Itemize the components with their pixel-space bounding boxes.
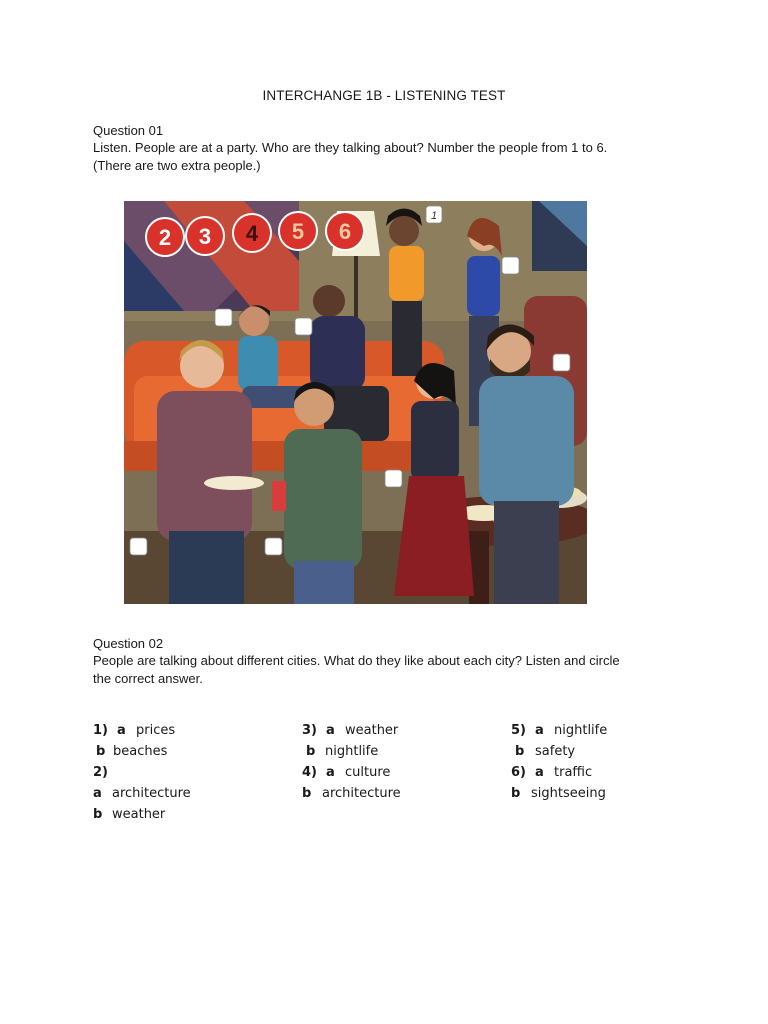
answer-box-bearded-man [553,354,570,371]
question-1-heading: Question 01 [93,123,164,138]
badge-2-label: 2 [158,225,172,250]
item-4-letter-a: a [326,765,335,780]
party-illustration [124,201,587,604]
question-2-instructions [93,652,683,688]
item-6-letter-a: a [535,765,544,780]
item-2-option-a[interactable] [93,786,191,801]
badge-6 [326,212,364,250]
item-3-number: 3) [302,723,317,738]
badge-6-label: 6 [338,219,352,244]
answer-box-seated-man [295,318,312,335]
item-2-number-row [93,765,108,780]
question-2-heading: Question 02 [93,636,164,651]
item-2-b-text: weather [112,807,166,822]
answer-box-blue-top-woman [502,257,519,274]
item-5-letter-b: b [515,744,525,759]
item-4-number: 4) [302,765,317,780]
item-4-option-b[interactable] [302,786,401,801]
document-title: INTERCHANGE 1B - LISTENING TEST [262,88,506,103]
item-2-letter-a: a [93,786,102,801]
item-1-a-text: prices [136,723,176,738]
item-5-letter-a: a [535,723,544,738]
answer-box-seated-woman [215,309,232,326]
item-2-number: 2) [93,765,108,780]
badge-5 [279,212,317,250]
item-2-letter-b: b [93,807,103,822]
answer-box-glasses-woman [385,470,402,487]
badge-4-label: 4 [245,221,259,246]
item-3-letter-b: b [306,744,316,759]
badge-4 [233,214,271,252]
item-3-letter-a: a [326,723,335,738]
item-3-a-text: weather [345,723,399,738]
question-1-instructions-line-2: (There are two extra people.) [93,158,261,173]
item-1-letter-a: a [117,723,126,738]
badge-3 [186,217,224,255]
item-5-option-b[interactable] [515,744,575,759]
question-1-instructions-line-1: Listen. People are at a party. Who are they talking about? Number the people from 1 to 6. [93,140,608,155]
item-1-option-b[interactable] [96,744,167,759]
item-6-option-b[interactable] [511,786,606,801]
item-2-option-b[interactable] [93,807,165,822]
item-1-b-text: beaches [113,744,168,759]
item-5-a-text: nightlife [554,723,608,738]
item-3-b-text: nightlife [325,744,379,759]
item-6-b-text: sightseeing [531,786,606,801]
item-6-a-text: traffic [554,765,593,780]
item-3-option-b[interactable] [306,744,378,759]
item-6-number: 6) [511,765,526,780]
item-4-option-a[interactable] [302,765,390,780]
item-4-a-text: culture [345,765,391,780]
item-5-option-a[interactable] [511,723,607,738]
item-2-a-text: architecture [112,786,191,801]
item-4-letter-b: b [302,786,312,801]
item-5-number: 5) [511,723,526,738]
badge-2 [146,218,184,256]
question-2-instructions-line-2: the correct answer. [93,671,203,686]
answer-box-green-shirt-man [265,538,282,555]
party-scene [124,201,587,604]
question-2-instructions-line-1: People are talking about different cities. What do they like about each city? Listen and circle [93,653,620,668]
badge-3-label: 3 [198,224,212,249]
badge-5-label: 5 [291,219,305,244]
answer-box-example-label: 1 [430,210,438,222]
item-1-number: 1) [93,723,108,738]
item-1-letter-b: b [96,744,106,759]
item-3-option-a[interactable] [302,723,398,738]
item-6-option-a[interactable] [511,765,592,780]
question-1-instructions [93,139,683,175]
item-6-letter-b: b [511,786,521,801]
item-5-b-text: safety [535,744,576,759]
item-1-option-a[interactable] [93,723,175,738]
item-4-b-text: architecture [322,786,401,801]
answer-box-maroon-shirt-man [130,538,147,555]
